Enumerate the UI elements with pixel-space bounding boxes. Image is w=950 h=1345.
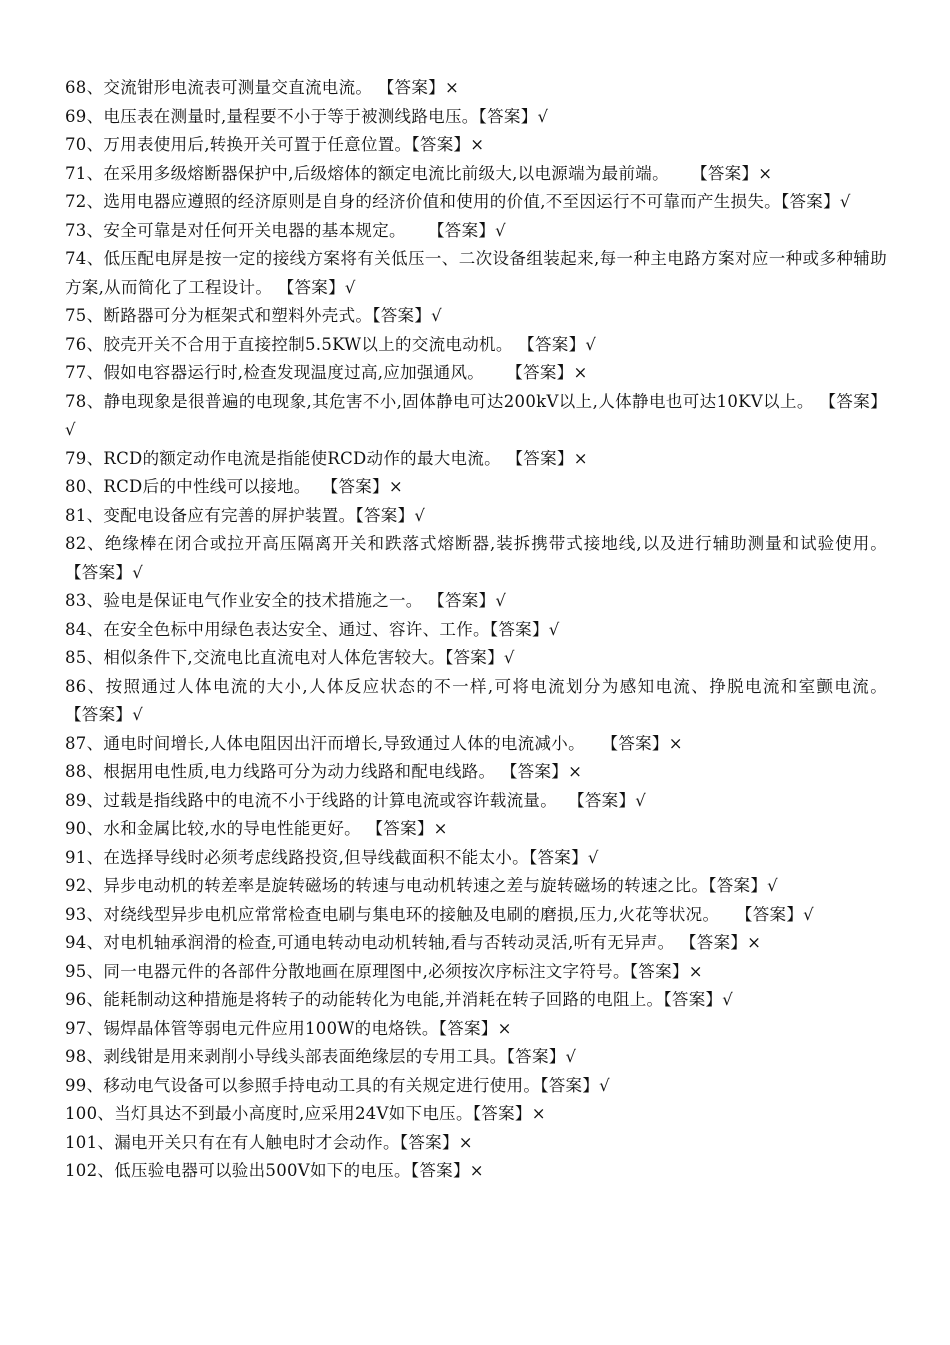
question-92: 92、异步电动机的转差率是旋转磁场的转速与电动机转速之差与旋转磁场的转速之比。【答案】√: [65, 876, 778, 895]
question-95: 95、同一电器元件的各部件分散地画在原理图中,必须按次序标注文字符号。【答案】×: [65, 961, 703, 981]
question-77: 77、假如电容器运行时,检查发现温度过高,应加强通风。 【答案】×: [65, 363, 588, 382]
question-89: 89、过载是指线路中的电流不小于线路的计算电流或容许载流量。 【答案】√: [65, 790, 647, 810]
question-82: 82、绝缘棒在闭合或拉开高压隔离开关和跌落式熔断器,装拆携带式接地线,以及进行辅助测量和试验使用。 【答案】√: [65, 534, 893, 582]
question-84: 84、在安全色标中用绿色表达安全、通过、容许、工作。【答案】√: [65, 619, 560, 639]
question-71: 71、在采用多级熔断器保护中,后级熔体的额定电流比前级大,以电源端为最前端。 【答案】×: [65, 163, 773, 183]
question-91: 91、在选择导线时必须考虑线路投资,但导线截面积不能太小。【答案】√: [65, 847, 599, 867]
question-68: 68、交流钳形电流表可测量交直流电流。 【答案】×: [65, 78, 460, 97]
question-76: 76、胶壳开关不合用于直接控制5.5KW以上的交流电动机。 【答案】√: [65, 334, 597, 354]
question-86: 86、按照通过人体电流的大小,人体反应状态的不一样,可将电流划分为感知电流、挣脱电流和室颤电流。 【答案】√: [65, 676, 904, 724]
question-96: 96、能耗制动这种措施是将转子的动能转化为电能,并消耗在转子回路的电阻上。【答案】√: [65, 990, 734, 1009]
question-97: 97、锡焊晶体管等弱电元件应用100W的电烙铁。【答案】×: [65, 1018, 512, 1038]
question-70: 70、万用表使用后,转换开关可置于任意位置。【答案】×: [65, 135, 485, 154]
question-93: 93、对绕线型异步电机应常常检查电刷与集电环的接触及电刷的磨损,压力,火花等状况。 【答案】√: [65, 904, 814, 924]
question-73: 73、安全可靠是对任何开关电器的基本规定。 【答案】√: [65, 220, 506, 240]
question-101: 101、漏电开关只有在有人触电时才会动作。【答案】×: [65, 1132, 473, 1152]
question-99: 99、移动电气设备可以参照手持电动工具的有关规定进行使用。【答案】√: [65, 1075, 610, 1095]
question-88: 88、根据用电性质,电力线路可分为动力线路和配电线路。 【答案】×: [65, 762, 583, 781]
question-98: 98、剥线钳是用来剥削小导线头部表面绝缘层的专用工具。【答案】√: [65, 1047, 577, 1066]
question-102: 102、低压验电器可以验出500V如下的电压。【答案】×: [65, 1161, 484, 1180]
question-74: 74、低压配电屏是按一定的接线方案将有关低压一、二次设备组装起来,每一种主电路方案对应一种或多种辅助方案,从而简化了工程设计。 【答案】√: [65, 249, 887, 297]
question-100: 100、当灯具达不到最小高度时,应采用24V如下电压。【答案】×: [65, 1104, 546, 1123]
question-80: 80、RCD后的中性线可以接地。 【答案】×: [65, 477, 403, 496]
question-75: 75、断路器可分为框架式和塑料外壳式。【答案】√: [65, 306, 442, 325]
question-94: 94、对电机轴承润滑的检查,可通电转动电动机转轴,看与否转动灵活,听有无异声。 【答案】×: [65, 933, 762, 952]
question-90: 90、水和金属比较,水的导电性能更好。 【答案】×: [65, 819, 448, 838]
question-87: 87、通电时间增长,人体电阻因出汗而增长,导致通过人体的电流减小。 【答案】×: [65, 733, 683, 753]
question-79: 79、RCD的额定动作电流是指能使RCD动作的最大电流。 【答案】×: [65, 448, 588, 468]
question-69: 69、电压表在测量时,量程要不小于等于被测线路电压。【答案】√: [65, 106, 549, 126]
question-78: 78、静电现象是很普遍的电现象,其危害不小,固体静电可达200kV以上,人体静电也可达10KV以上。 【答案】√: [65, 391, 887, 439]
question-81: 81、变配电设备应有完善的屏护装置。【答案】√: [65, 505, 426, 525]
question-list: [65, 74, 904, 1186]
question-72: 72、选用电器应遵照的经济原则是自身的经济价值和使用的价值,不至因运行不可靠而产生损失。【答案】√: [65, 192, 851, 211]
question-83: 83、验电是保证电气作业安全的技术措施之一。 【答案】√: [65, 591, 507, 610]
question-85: 85、相似条件下,交流电比直流电对人体危害较大。【答案】√: [65, 648, 515, 667]
